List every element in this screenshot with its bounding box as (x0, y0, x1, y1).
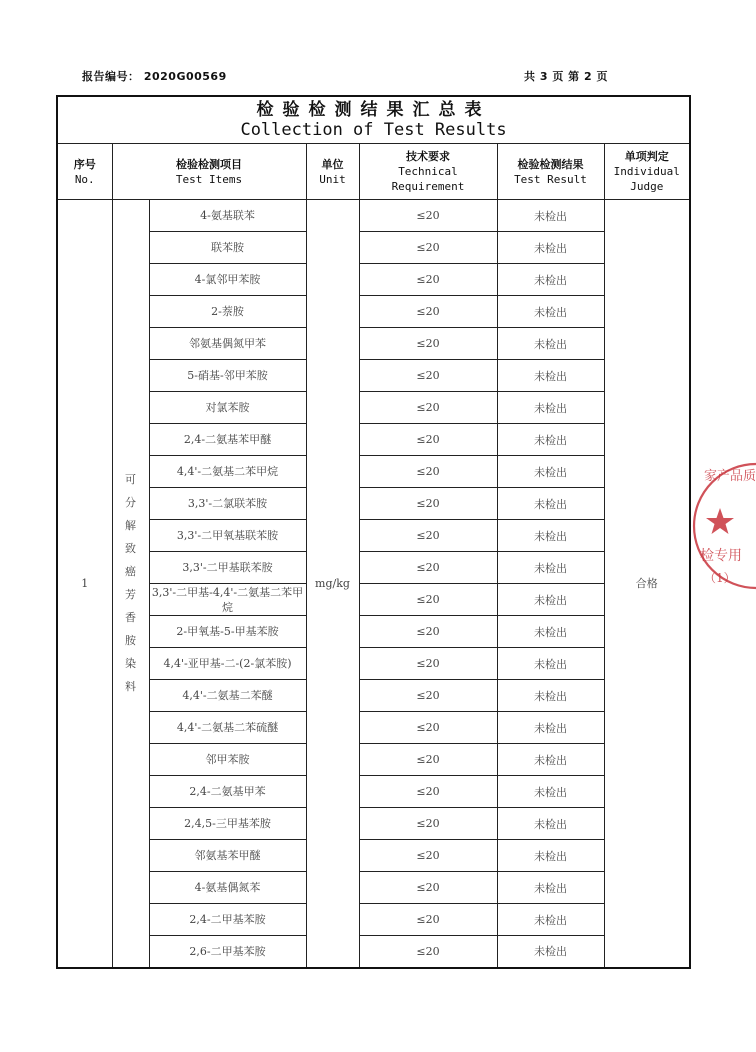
table-row (57, 680, 690, 712)
table-row (57, 904, 690, 936)
requirement-cell: ≤20 (359, 872, 497, 904)
test-item-name: 2,4-二甲基苯胺 (149, 904, 306, 936)
result-cell: 未检出 (497, 680, 604, 712)
requirement-cell: ≤20 (359, 808, 497, 840)
table-row (57, 712, 690, 744)
result-cell: 未检出 (497, 520, 604, 552)
test-item-name: 4,4'-二氨基二苯硫醚 (149, 712, 306, 744)
result-cell: 未检出 (497, 712, 604, 744)
test-item-name: 3,3'-二氯联苯胺 (149, 488, 306, 520)
table-row (57, 200, 690, 232)
requirement-cell: ≤20 (359, 328, 497, 360)
column-header-row (57, 144, 690, 200)
test-item-name: 对氯苯胺 (149, 392, 306, 424)
test-item-name: 4,4'-二氨基二苯醚 (149, 680, 306, 712)
table-row (57, 840, 690, 872)
requirement-cell: ≤20 (359, 584, 497, 616)
result-cell: 未检出 (497, 200, 604, 232)
report-number: 报告编号： 2020G00569 (82, 70, 227, 83)
table-row (57, 584, 690, 616)
test-item-name: 4-氯邻甲苯胺 (149, 264, 306, 296)
table-row (57, 648, 690, 680)
stamp-text-top: 家产品质 (704, 469, 756, 484)
column-header-result: 检验检测结果 Test Result (497, 144, 604, 200)
test-item-name: 4,4'-亚甲基-二-(2-氯苯胺) (149, 648, 306, 680)
result-cell: 未检出 (497, 424, 604, 456)
result-cell: 未检出 (497, 488, 604, 520)
table-row (57, 360, 690, 392)
result-cell: 未检出 (497, 648, 604, 680)
table-row (57, 424, 690, 456)
test-item-name: 邻氨基苯甲醚 (149, 840, 306, 872)
test-item-name: 2-萘胺 (149, 296, 306, 328)
result-cell: 未检出 (497, 840, 604, 872)
table-row (57, 808, 690, 840)
table-row (57, 776, 690, 808)
requirement-cell: ≤20 (359, 232, 497, 264)
table-title (57, 96, 690, 144)
result-cell: 未检出 (497, 616, 604, 648)
requirement-cell: ≤20 (359, 488, 497, 520)
results-body (57, 200, 690, 968)
result-cell: 未检出 (497, 456, 604, 488)
test-item-name: 3,3'-二甲氧基联苯胺 (149, 520, 306, 552)
result-cell: 未检出 (497, 808, 604, 840)
requirement-cell: ≤20 (359, 392, 497, 424)
test-item-name: 邻甲苯胺 (149, 744, 306, 776)
column-header-requirement: 技术要求 Technical Requirement (359, 144, 497, 200)
result-cell: 未检出 (497, 232, 604, 264)
test-results-table (56, 95, 691, 969)
requirement-cell: ≤20 (359, 264, 497, 296)
requirement-cell: ≤20 (359, 648, 497, 680)
test-item-name: 2,6-二甲基苯胺 (149, 936, 306, 968)
result-cell: 未检出 (497, 872, 604, 904)
category-label: 可分解致癌芳香胺染料 (125, 473, 136, 694)
result-cell: 未检出 (497, 744, 604, 776)
requirement-cell: ≤20 (359, 712, 497, 744)
table-row (57, 936, 690, 968)
table-row (57, 552, 690, 584)
red-stamp (696, 458, 756, 594)
result-cell: 未检出 (497, 904, 604, 936)
test-item-name: 邻氨基偶氮甲苯 (149, 328, 306, 360)
requirement-cell: ≤20 (359, 296, 497, 328)
requirement-cell: ≤20 (359, 552, 497, 584)
test-item-name: 2,4-二氨基苯甲醚 (149, 424, 306, 456)
seq-cell: 1 (57, 200, 112, 968)
test-item-name: 4,4'-二氨基二苯甲烷 (149, 456, 306, 488)
result-cell: 未检出 (497, 296, 604, 328)
stamp-text-bottom: （1） (704, 571, 736, 585)
category-cell (112, 200, 149, 968)
table-row (57, 264, 690, 296)
table-row (57, 456, 690, 488)
requirement-cell: ≤20 (359, 936, 497, 968)
column-header-item: 检验检测项目 Test Items (112, 144, 306, 200)
result-cell: 未检出 (497, 392, 604, 424)
result-cell: 未检出 (497, 936, 604, 968)
table-row (57, 520, 690, 552)
table-title-en: Collection of Test Results (240, 120, 507, 140)
requirement-cell: ≤20 (359, 680, 497, 712)
requirement-cell: ≤20 (359, 840, 497, 872)
result-cell: 未检出 (497, 328, 604, 360)
test-item-name: 2,4-二氨基甲苯 (149, 776, 306, 808)
test-item-name: 4-氨基联苯 (149, 200, 306, 232)
column-header-judge: 单项判定 Individual Judge (604, 144, 690, 200)
result-cell: 未检出 (497, 552, 604, 584)
column-header-unit: 单位 Unit (306, 144, 359, 200)
table-row (57, 872, 690, 904)
requirement-cell: ≤20 (359, 904, 497, 936)
requirement-cell: ≤20 (359, 456, 497, 488)
test-item-name: 联苯胺 (149, 232, 306, 264)
stamp-text-middle: 检专用 (700, 548, 742, 564)
test-item-name: 5-硝基-邻甲苯胺 (149, 360, 306, 392)
column-header-seq: 序号 No. (57, 144, 112, 200)
test-item-name: 3,3'-二甲基-4,4'-二氨基二苯甲烷 (149, 584, 306, 616)
table-row (57, 392, 690, 424)
test-item-name: 4-氨基偶氮苯 (149, 872, 306, 904)
table-row (57, 616, 690, 648)
table-row (57, 488, 690, 520)
result-cell: 未检出 (497, 360, 604, 392)
requirement-cell: ≤20 (359, 616, 497, 648)
stamp-star-icon (706, 508, 734, 534)
judge-cell: 合格 (604, 200, 690, 968)
requirement-cell: ≤20 (359, 424, 497, 456)
requirement-cell: ≤20 (359, 744, 497, 776)
test-item-name: 2-甲氧基-5-甲基苯胺 (149, 616, 306, 648)
table-row (57, 232, 690, 264)
unit-cell: mg/kg (306, 200, 359, 968)
requirement-cell: ≤20 (359, 520, 497, 552)
page-indicator: 共 3 页 第 2 页 (524, 70, 608, 83)
test-item-name: 2,4,5-三甲基苯胺 (149, 808, 306, 840)
table-row (57, 744, 690, 776)
requirement-cell: ≤20 (359, 776, 497, 808)
test-item-name: 3,3'-二甲基联苯胺 (149, 552, 306, 584)
requirement-cell: ≤20 (359, 200, 497, 232)
table-row (57, 296, 690, 328)
result-cell: 未检出 (497, 264, 604, 296)
result-cell: 未检出 (497, 584, 604, 616)
result-cell: 未检出 (497, 776, 604, 808)
table-row (57, 328, 690, 360)
table-title-cn: 检验检测结果汇总表 (256, 100, 491, 120)
requirement-cell: ≤20 (359, 360, 497, 392)
